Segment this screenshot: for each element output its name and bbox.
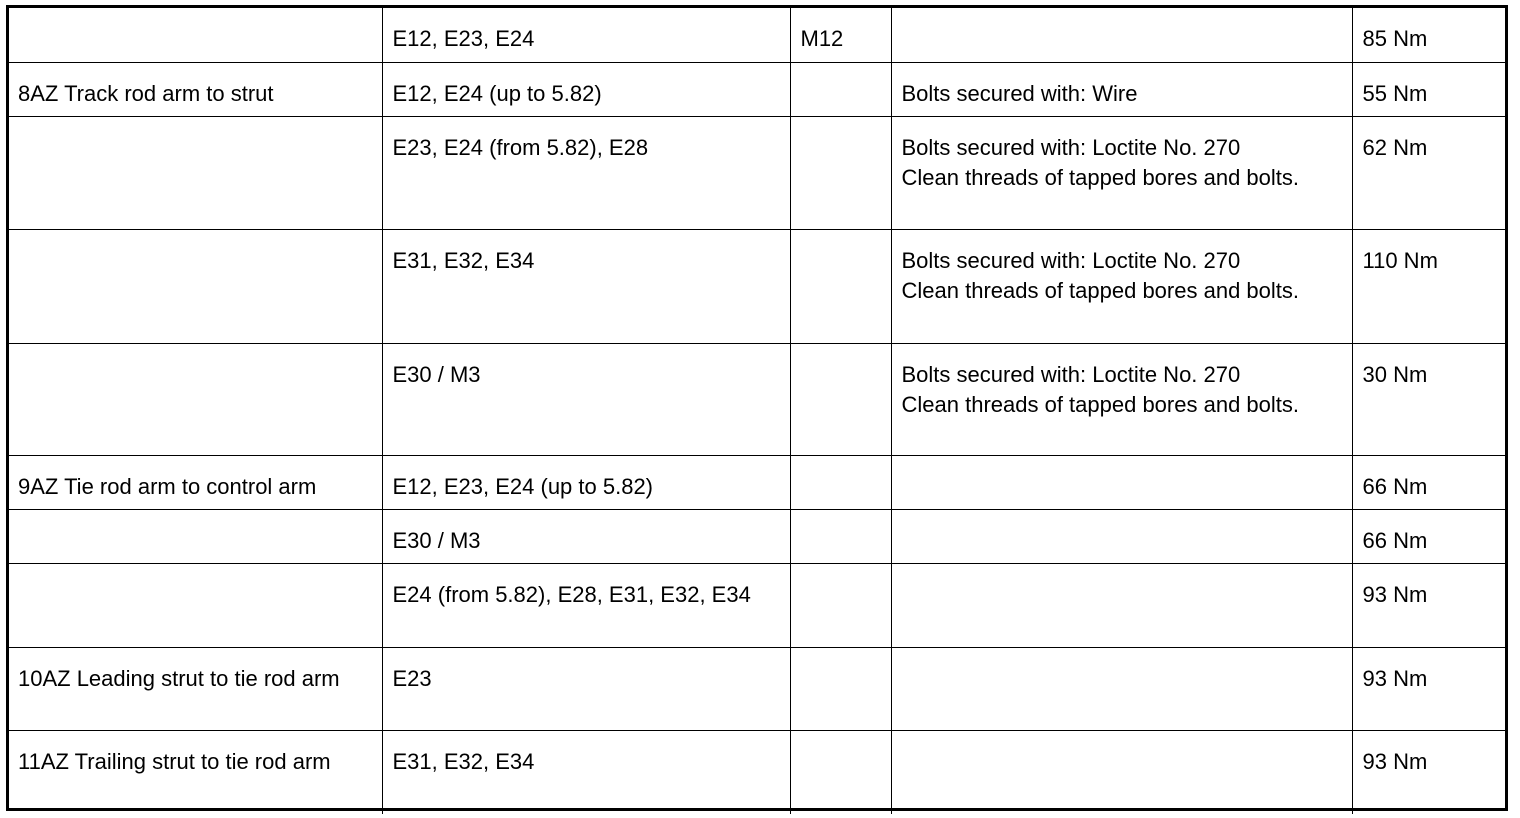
component-cell: [9, 116, 382, 229]
torque-cell: 30 Nm: [1352, 343, 1505, 455]
component-cell: [9, 343, 382, 455]
component-cell: 9AZ Tie rod arm to control arm: [9, 455, 382, 509]
notes-cell: Bolts secured with: Loctite No. 270 Clean threads of tapped bores and bolts.: [891, 116, 1352, 229]
notes-cell: [891, 730, 1352, 814]
torque-table: [9, 8, 1505, 814]
table-row: [9, 455, 1505, 509]
thread-cell: [790, 509, 891, 563]
thread-cell: [790, 62, 891, 116]
thread-cell: [790, 730, 891, 814]
models-cell: E12, E24 (up to 5.82): [382, 62, 790, 116]
thread-cell: [790, 343, 891, 455]
torque-cell: 110 Nm: [1352, 229, 1505, 343]
thread-cell: [790, 229, 891, 343]
table-row: [9, 563, 1505, 647]
table-row: [9, 229, 1505, 343]
torque-cell: 55 Nm: [1352, 62, 1505, 116]
notes-cell: Bolts secured with: Loctite No. 270 Clean threads of tapped bores and bolts.: [891, 229, 1352, 343]
torque-cell: 62 Nm: [1352, 116, 1505, 229]
table-row: [9, 730, 1505, 814]
torque-cell: 85 Nm: [1352, 8, 1505, 62]
torque-cell: 93 Nm: [1352, 730, 1505, 814]
models-cell: E30 / M3: [382, 343, 790, 455]
thread-cell: [790, 455, 891, 509]
models-cell: E24 (from 5.82), E28, E31, E32, E34: [382, 563, 790, 647]
notes-cell: [891, 8, 1352, 62]
models-cell: E23: [382, 647, 790, 730]
component-cell: [9, 229, 382, 343]
models-cell: E12, E23, E24 (up to 5.82): [382, 455, 790, 509]
table-row: [9, 509, 1505, 563]
torque-cell: 66 Nm: [1352, 509, 1505, 563]
component-cell: 10AZ Leading strut to tie rod arm: [9, 647, 382, 730]
notes-cell: [891, 647, 1352, 730]
models-cell: E30 / M3: [382, 509, 790, 563]
thread-cell: M12: [790, 8, 891, 62]
table-row: [9, 62, 1505, 116]
thread-cell: [790, 647, 891, 730]
notes-cell: Bolts secured with: Wire: [891, 62, 1352, 116]
notes-cell: [891, 455, 1352, 509]
notes-cell: [891, 563, 1352, 647]
models-cell: E31, E32, E34: [382, 229, 790, 343]
torque-specification-table: [6, 5, 1508, 811]
thread-cell: [790, 563, 891, 647]
component-cell: [9, 563, 382, 647]
models-cell: E12, E23, E24: [382, 8, 790, 62]
torque-cell: 93 Nm: [1352, 563, 1505, 647]
notes-cell: [891, 509, 1352, 563]
component-cell: 8AZ Track rod arm to strut: [9, 62, 382, 116]
models-cell: E31, E32, E34: [382, 730, 790, 814]
component-cell: [9, 8, 382, 62]
component-cell: [9, 509, 382, 563]
component-cell: 11AZ Trailing strut to tie rod arm: [9, 730, 382, 814]
thread-cell: [790, 116, 891, 229]
table-row: [9, 116, 1505, 229]
table-row: [9, 647, 1505, 730]
models-cell: E23, E24 (from 5.82), E28: [382, 116, 790, 229]
torque-cell: 93 Nm: [1352, 647, 1505, 730]
torque-cell: 66 Nm: [1352, 455, 1505, 509]
notes-cell: Bolts secured with: Loctite No. 270 Clean threads of tapped bores and bolts.: [891, 343, 1352, 455]
table-row: [9, 343, 1505, 455]
table-row: [9, 8, 1505, 62]
